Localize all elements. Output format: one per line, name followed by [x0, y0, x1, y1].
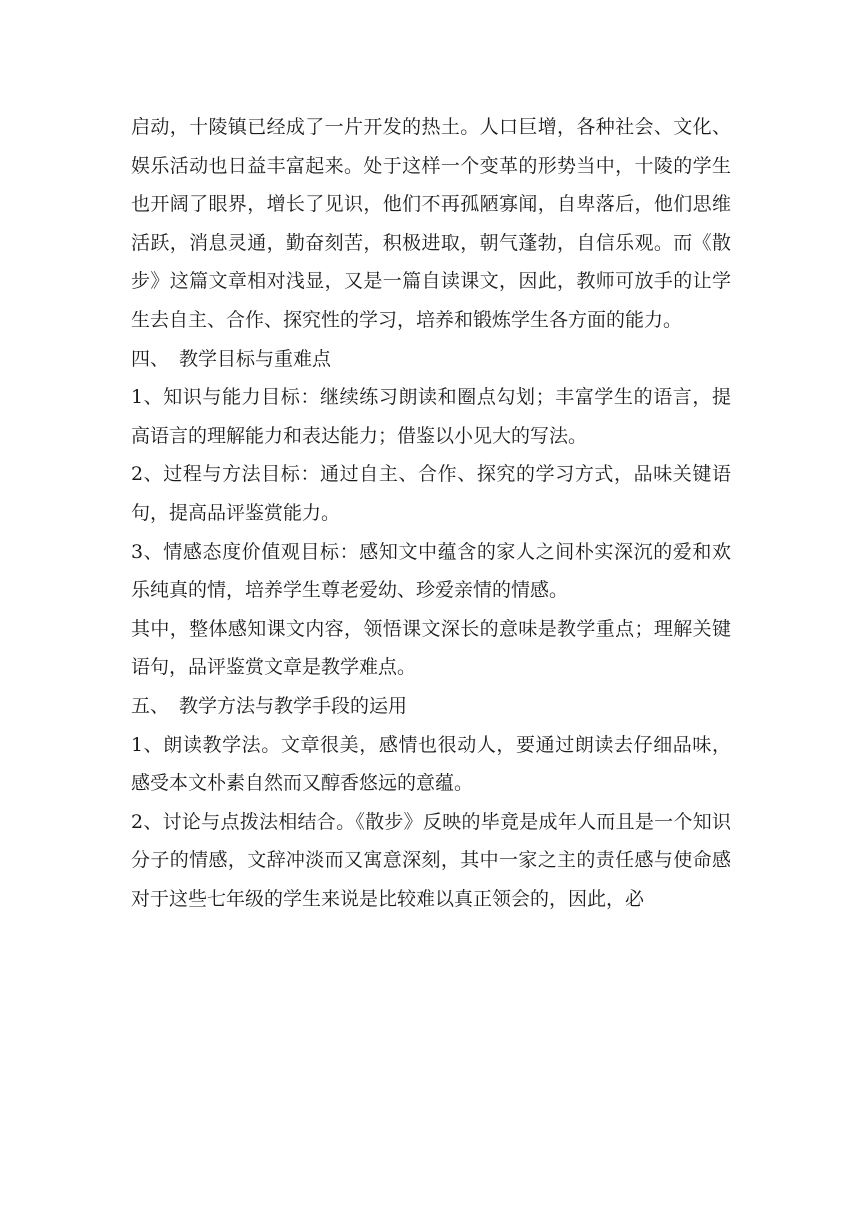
paragraph-goal-emotion: 3、情感态度价值观目标：感知文中蕴含的家人之间朴实深沉的爱和欢乐纯真的情，培养学生尊老爱幼、珍爱亲情的情感。: [131, 540, 731, 602]
paragraph-method-discussion: 2、讨论与点拨法相结合。《散步》反映的毕竟是成年人而且是一个知识分子的情感，文辞冲淡而又寓意深刻，其中一家之主的责任感与使命感对于这些七年级的学生来说是比较难以真正领会的，因此，必: [131, 810, 731, 910]
section-number: 四、: [131, 347, 170, 370]
section-number: 五、: [131, 694, 170, 717]
section-heading-methods: [131, 687, 731, 726]
paragraph-key-points: 其中，整体感知课文内容，领悟课文深长的意味是教学重点；理解关键语句，品评鉴赏文章是教学难点。: [131, 617, 731, 679]
paragraph-context: 启动，十陵镇已经成了一片开发的热土。人口巨增，各种社会、文化、娱乐活动也日益丰富起来。处于这样一个变革的形势当中，十陵的学生也开阔了眼界，增长了见识，他们不再孤陋寡闻，自卑落后，他们思维活跃，消息灵通，勤奋刻苦，积极进取，朝气蓬勃，自信乐观。而《散步》这篇文章相对浅显，又是一篇自读课文，因此，教师可放手的让学生去自主、合作、探究性的学习，培养和锻炼学生各方面的能力。: [131, 116, 731, 331]
document-body: [131, 108, 731, 918]
paragraph-method-reading: 1、朗读教学法。文章很美，感情也很动人，要通过朗读去仔细品味，感受本文朴素自然而又醇香悠远的意蕴。: [131, 733, 731, 795]
section-heading-goals: [131, 340, 731, 379]
paragraph-goal-knowledge: 1、知识与能力目标：继续练习朗读和圈点勾划；丰富学生的语言，提高语言的理解能力和表达能力；借鉴以小见大的写法。: [131, 386, 731, 447]
section-title: 教学方法与教学手段的运用: [179, 694, 408, 717]
section-title: 教学目标与重难点: [179, 347, 332, 370]
paragraph-goal-process: 2、过程与方法目标：通过自主、合作、探究的学习方式，品味关键语句，提高品评鉴赏能力。: [131, 463, 731, 524]
